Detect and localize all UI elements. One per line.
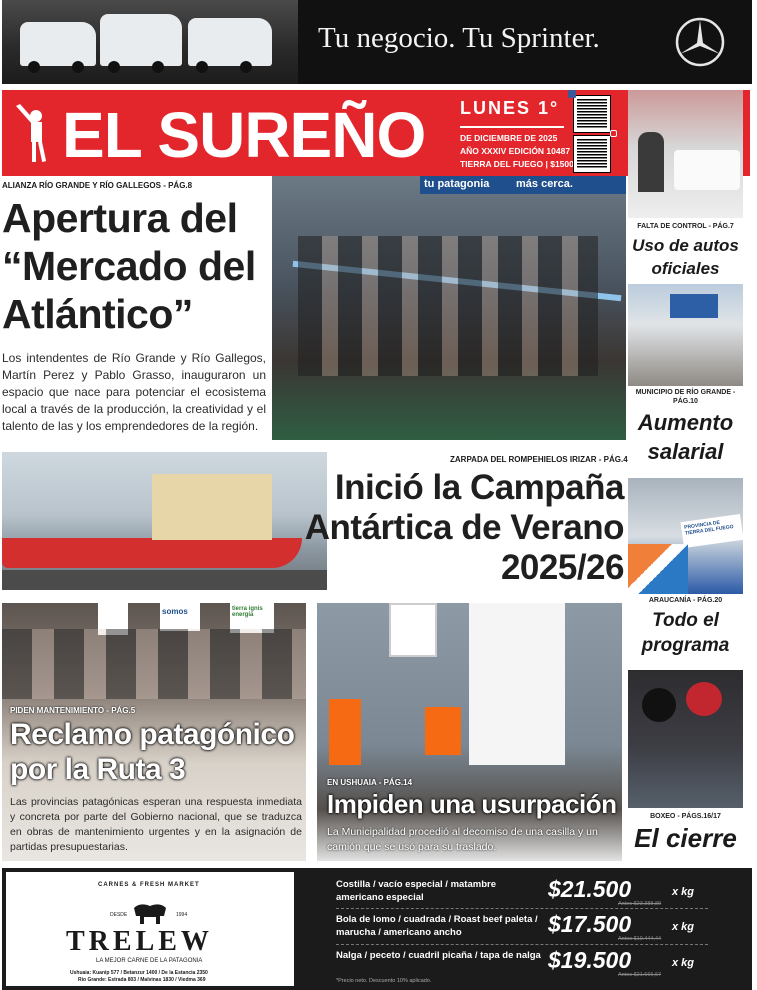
sidebar-kicker: FALTA DE CONTROL - PÁG.7 [637, 223, 734, 230]
icebreaker-photo[interactable] [2, 452, 327, 590]
newspaper-title: EL SUREÑO [62, 99, 426, 171]
ruta-summary: Las provincias patagónicas esperan una respuesta inmediata y concreta por parte del Gobierno nacional, que se traduzca en obras de mantenimiento urgentes y en la asignación de partidas presupuestarias. [10, 796, 302, 853]
sidebar-story-3[interactable] [628, 596, 743, 658]
offer-unit: x kg [672, 921, 695, 933]
ruta-photo[interactable] [2, 603, 306, 861]
people-shape [2, 629, 306, 699]
offer-price: $21.500 [548, 876, 632, 902]
offer-cuts: Costilla / vacío especial / matambre americano especial [336, 879, 496, 903]
issue-edition: AÑO XXXIV EDICIÓN 10487 [460, 146, 571, 156]
sidebar-story-4[interactable] [628, 812, 743, 854]
masthead-divider [460, 126, 564, 128]
offer-previous-price: Antes $19.444,44 [618, 936, 662, 942]
offer-unit: x kg [672, 886, 695, 898]
sidebar-headline: Todo el programa [641, 610, 730, 656]
flag-shape [628, 544, 688, 594]
screen-shape [670, 294, 718, 318]
worker-vest-shape [329, 699, 361, 765]
van-shape [20, 22, 96, 66]
bottom-advertisement[interactable] [2, 868, 752, 990]
offer-row [336, 911, 746, 944]
bull-icon [130, 900, 170, 926]
usurpacion-photo[interactable] [317, 603, 622, 861]
offer-previous-price: Antes $21.666,67 [618, 972, 662, 978]
brand-tagline: CARNES & FRESH MARKET [98, 882, 200, 888]
ruta-headline: Reclamo patagónico por la Ruta 3 [10, 718, 295, 786]
usurpacion-headline: Impiden una usurpación [327, 789, 617, 819]
lead-headline[interactable]: Apertura del “Mercado del Atlántico” [2, 195, 256, 337]
van-shape [188, 18, 272, 66]
photo-sign-text: más cerca. [516, 178, 573, 190]
brand-address-ushuaia: Ushuaia: Kuanip 577 / Betanzur 1400 / De la Estancia 2350 [70, 970, 208, 976]
brand-name: TRELEW [66, 926, 213, 957]
offer-cuts: Nalga / peceto / cuadril picaña / tapa de nalga [336, 950, 541, 961]
ruta-kicker: PIDEN MANTENIMIENTO - PÁG.5 [10, 706, 136, 715]
usurpacion-summary: La Municipalidad procedió al decomiso de una casilla y un camión que se usó para su traslado. [327, 826, 598, 853]
lead-kicker: ALIANZA RÍO GRANDE Y RÍO GALLEGOS - PÁG.8 [2, 181, 193, 190]
issue-date: DE DICIEMBRE DE 2025 [460, 133, 558, 143]
lead-photo[interactable] [272, 176, 626, 440]
brand-since-year: 1994 [176, 912, 188, 918]
qr-code-instagram[interactable] [574, 136, 610, 172]
sidebar-headline: Aumento salarial [637, 410, 734, 464]
trelew-brand-panel [6, 872, 294, 986]
facebook-icon [568, 90, 576, 98]
sidebar-story-1[interactable] [628, 222, 743, 280]
sidebar-headline: El cierre [634, 823, 737, 853]
sidebar-photo-boxing[interactable] [628, 670, 743, 808]
offer-footnote: *Precio neto. Descuento 10% aplicado. [336, 978, 432, 984]
sidebar-photo-cars[interactable] [628, 90, 743, 218]
photo-sign-text: somos [160, 603, 200, 631]
photo-sign-text: tierra ignis energía [230, 603, 274, 633]
offer-price: $17.500 [548, 911, 632, 937]
offer-price: $19.500 [548, 947, 632, 973]
window-shape [389, 603, 437, 657]
ship-hull-shape [2, 538, 302, 568]
door-shape [469, 603, 565, 765]
icebreaker-headline[interactable]: Inició la Campaña Antártica de Verano 2025/26 [304, 468, 624, 587]
sidebar-photo-team[interactable] [628, 478, 743, 594]
ad-slogan: Tu negocio. Tu Sprinter. [318, 22, 600, 54]
offer-row [336, 876, 746, 909]
mercedes-star-icon [674, 16, 726, 68]
icebreaker-kicker: ZARPADA DEL ROMPEHIELOS IRIZAR - PÁG.4 [450, 455, 628, 464]
ad-photo-vans [2, 0, 298, 84]
brand-since-label: DESDE [110, 912, 128, 918]
person-shape [638, 132, 664, 192]
mascot-logo-icon [10, 100, 58, 166]
sidebar-kicker: MUNICIPIO DE RÍO GRANDE - PÁG.10 [635, 389, 736, 405]
offer-divider [336, 908, 708, 909]
offer-row [336, 947, 746, 980]
qr-code-facebook[interactable] [574, 96, 610, 132]
issue-details [460, 132, 574, 171]
offer-unit: x kg [672, 957, 695, 969]
top-advertisement[interactable] [2, 0, 752, 84]
worker-vest-shape [425, 707, 461, 755]
dock-shape [2, 570, 327, 590]
van-shape [100, 14, 182, 66]
glove-shape [642, 688, 676, 722]
usurpacion-kicker: EN USHUAIA - PÁG.14 [327, 778, 413, 787]
offer-cuts: Bola de lomo / cuadrada / Roast beef paleta / marucha / americano ancho [336, 914, 538, 938]
lead-summary: Los intendentes de Río Grande y Río Gallegos, Martín Perez y Pablo Grasso, inauguraron un espacio que nace para potenciar el ecosistema local a través de la producción, la creatividad y el talento de las y los emprendedores de la región. [2, 351, 266, 433]
sidebar-kicker: ARAUCANÍA - PÁG.20 [648, 597, 723, 604]
helmet-shape [686, 682, 722, 716]
instagram-icon [610, 130, 617, 137]
offer-divider [336, 944, 708, 945]
brand-subtitle: LA MEJOR CARNE DE LA PATAGONIA [96, 958, 203, 964]
sidebar-story-2[interactable] [628, 388, 743, 466]
banner-text: PROVINCIA DE TIERRA DEL FUEGO [680, 514, 743, 548]
sidebar-photo-meeting[interactable] [628, 284, 743, 386]
issue-day: LUNES 1° [460, 98, 560, 118]
offer-previous-price: Antes $23.388,89 [618, 901, 662, 907]
car-shape [674, 150, 740, 190]
brand-address-riogrande: Río Grande: Estrada 803 / Malvinas 1830 / Viedma 369 [78, 977, 206, 983]
ship-superstructure-shape [152, 474, 272, 540]
crowd-shape [298, 236, 598, 376]
issue-place-price: TIERRA DEL FUEGO | $1500 [460, 159, 574, 169]
sidebar-headline: Uso de autos oficiales [632, 236, 739, 278]
photo-sign-text: tu patagonia [424, 178, 490, 190]
sidebar-kicker: BOXEO - PÁGS.16/17 [650, 813, 721, 820]
